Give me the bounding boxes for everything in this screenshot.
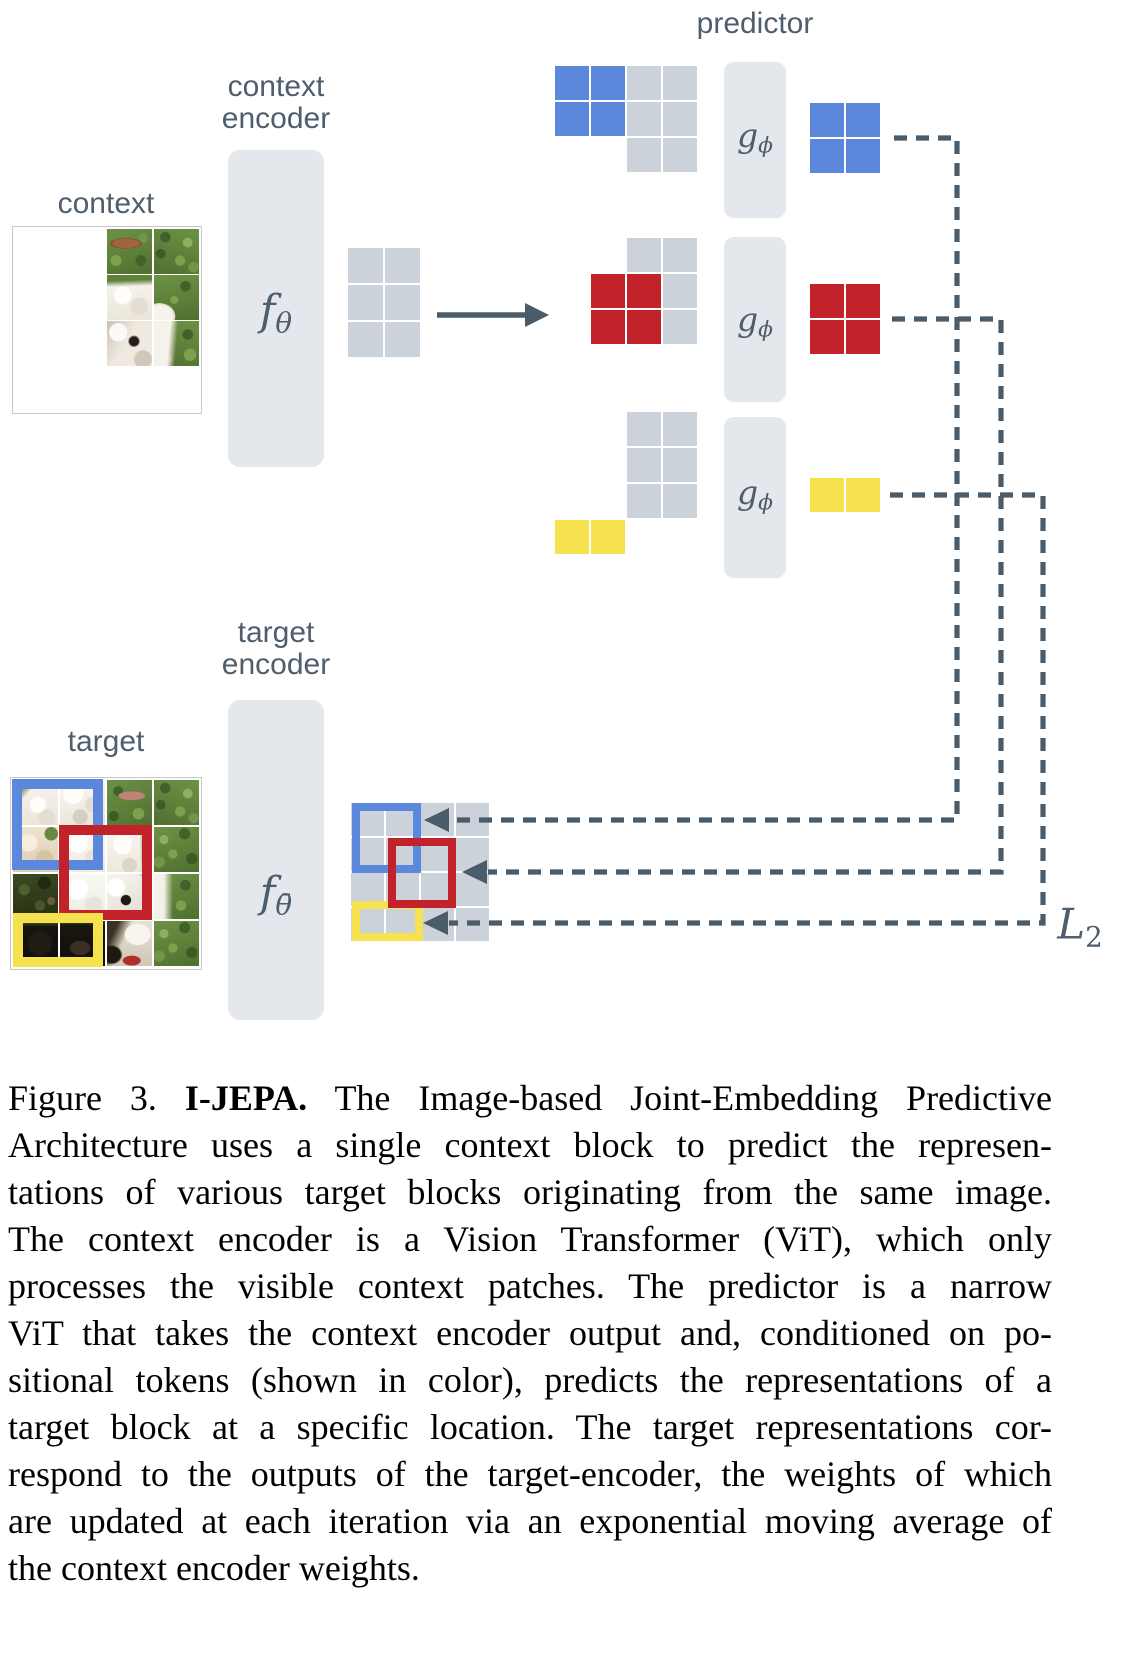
caption-line: target block at a specific location. The target representations cor- <box>8 1407 1052 1447</box>
caption-line: ViT that takes the context encoder output and, conditioned on po- <box>8 1313 1052 1353</box>
caption-line: processes the visible context patches. The predictor is a narrow <box>8 1266 1052 1306</box>
caption-line: The context encoder is a Vision Transformer (ViT), which only <box>8 1219 1052 1259</box>
loss-wire-red-arrowhead <box>462 860 487 884</box>
loss-symbol: L2 <box>1057 899 1103 954</box>
loss-wire-blue <box>450 138 957 820</box>
caption-line: the context encoder weights. <box>8 1548 420 1588</box>
context-encoder-label-line2: encoder <box>221 102 331 135</box>
caption-line: respond to the outputs of the target-encoder, the weights of which <box>8 1454 1052 1494</box>
caption-line: Figure 3. I-JEPA. The Image-based Joint-Embedding Predictive <box>8 1078 1052 1118</box>
predictor-symbol-3: gϕ <box>737 472 773 516</box>
predictor-symbol-2: gϕ <box>737 299 773 343</box>
caption-line: Architecture uses a single context block to predict the represen- <box>8 1125 1052 1165</box>
target-encoder-label-line1: target <box>237 616 315 649</box>
context-encoder-label-line1: context <box>227 70 325 103</box>
target-encoder-label-line2: encoder <box>221 648 331 681</box>
predictor-symbol-1: gϕ <box>737 115 773 159</box>
context-encoder-symbol: fθ <box>259 285 293 340</box>
caption-line: are updated at each iteration via an exponential moving average of <box>8 1501 1052 1541</box>
caption-line: sitional tokens (shown in color), predicts the representations of a <box>8 1360 1052 1400</box>
loss-wire-red <box>488 319 1001 872</box>
caption-line: tations of various target blocks originating from the same image. <box>8 1172 1052 1212</box>
context-block-label: context <box>57 187 155 220</box>
loss-wire-yellow <box>449 495 1043 923</box>
context-to-predictor-arrowhead <box>525 303 549 327</box>
loss-wire-yellow-arrowhead <box>423 911 448 935</box>
target-block-label: target <box>67 725 145 758</box>
figure-caption <box>8 1075 1052 1592</box>
loss-wire-blue-arrowhead <box>424 808 449 832</box>
predictor-label: predictor <box>696 7 814 40</box>
target-encoder-symbol: fθ̄ <box>259 867 293 922</box>
